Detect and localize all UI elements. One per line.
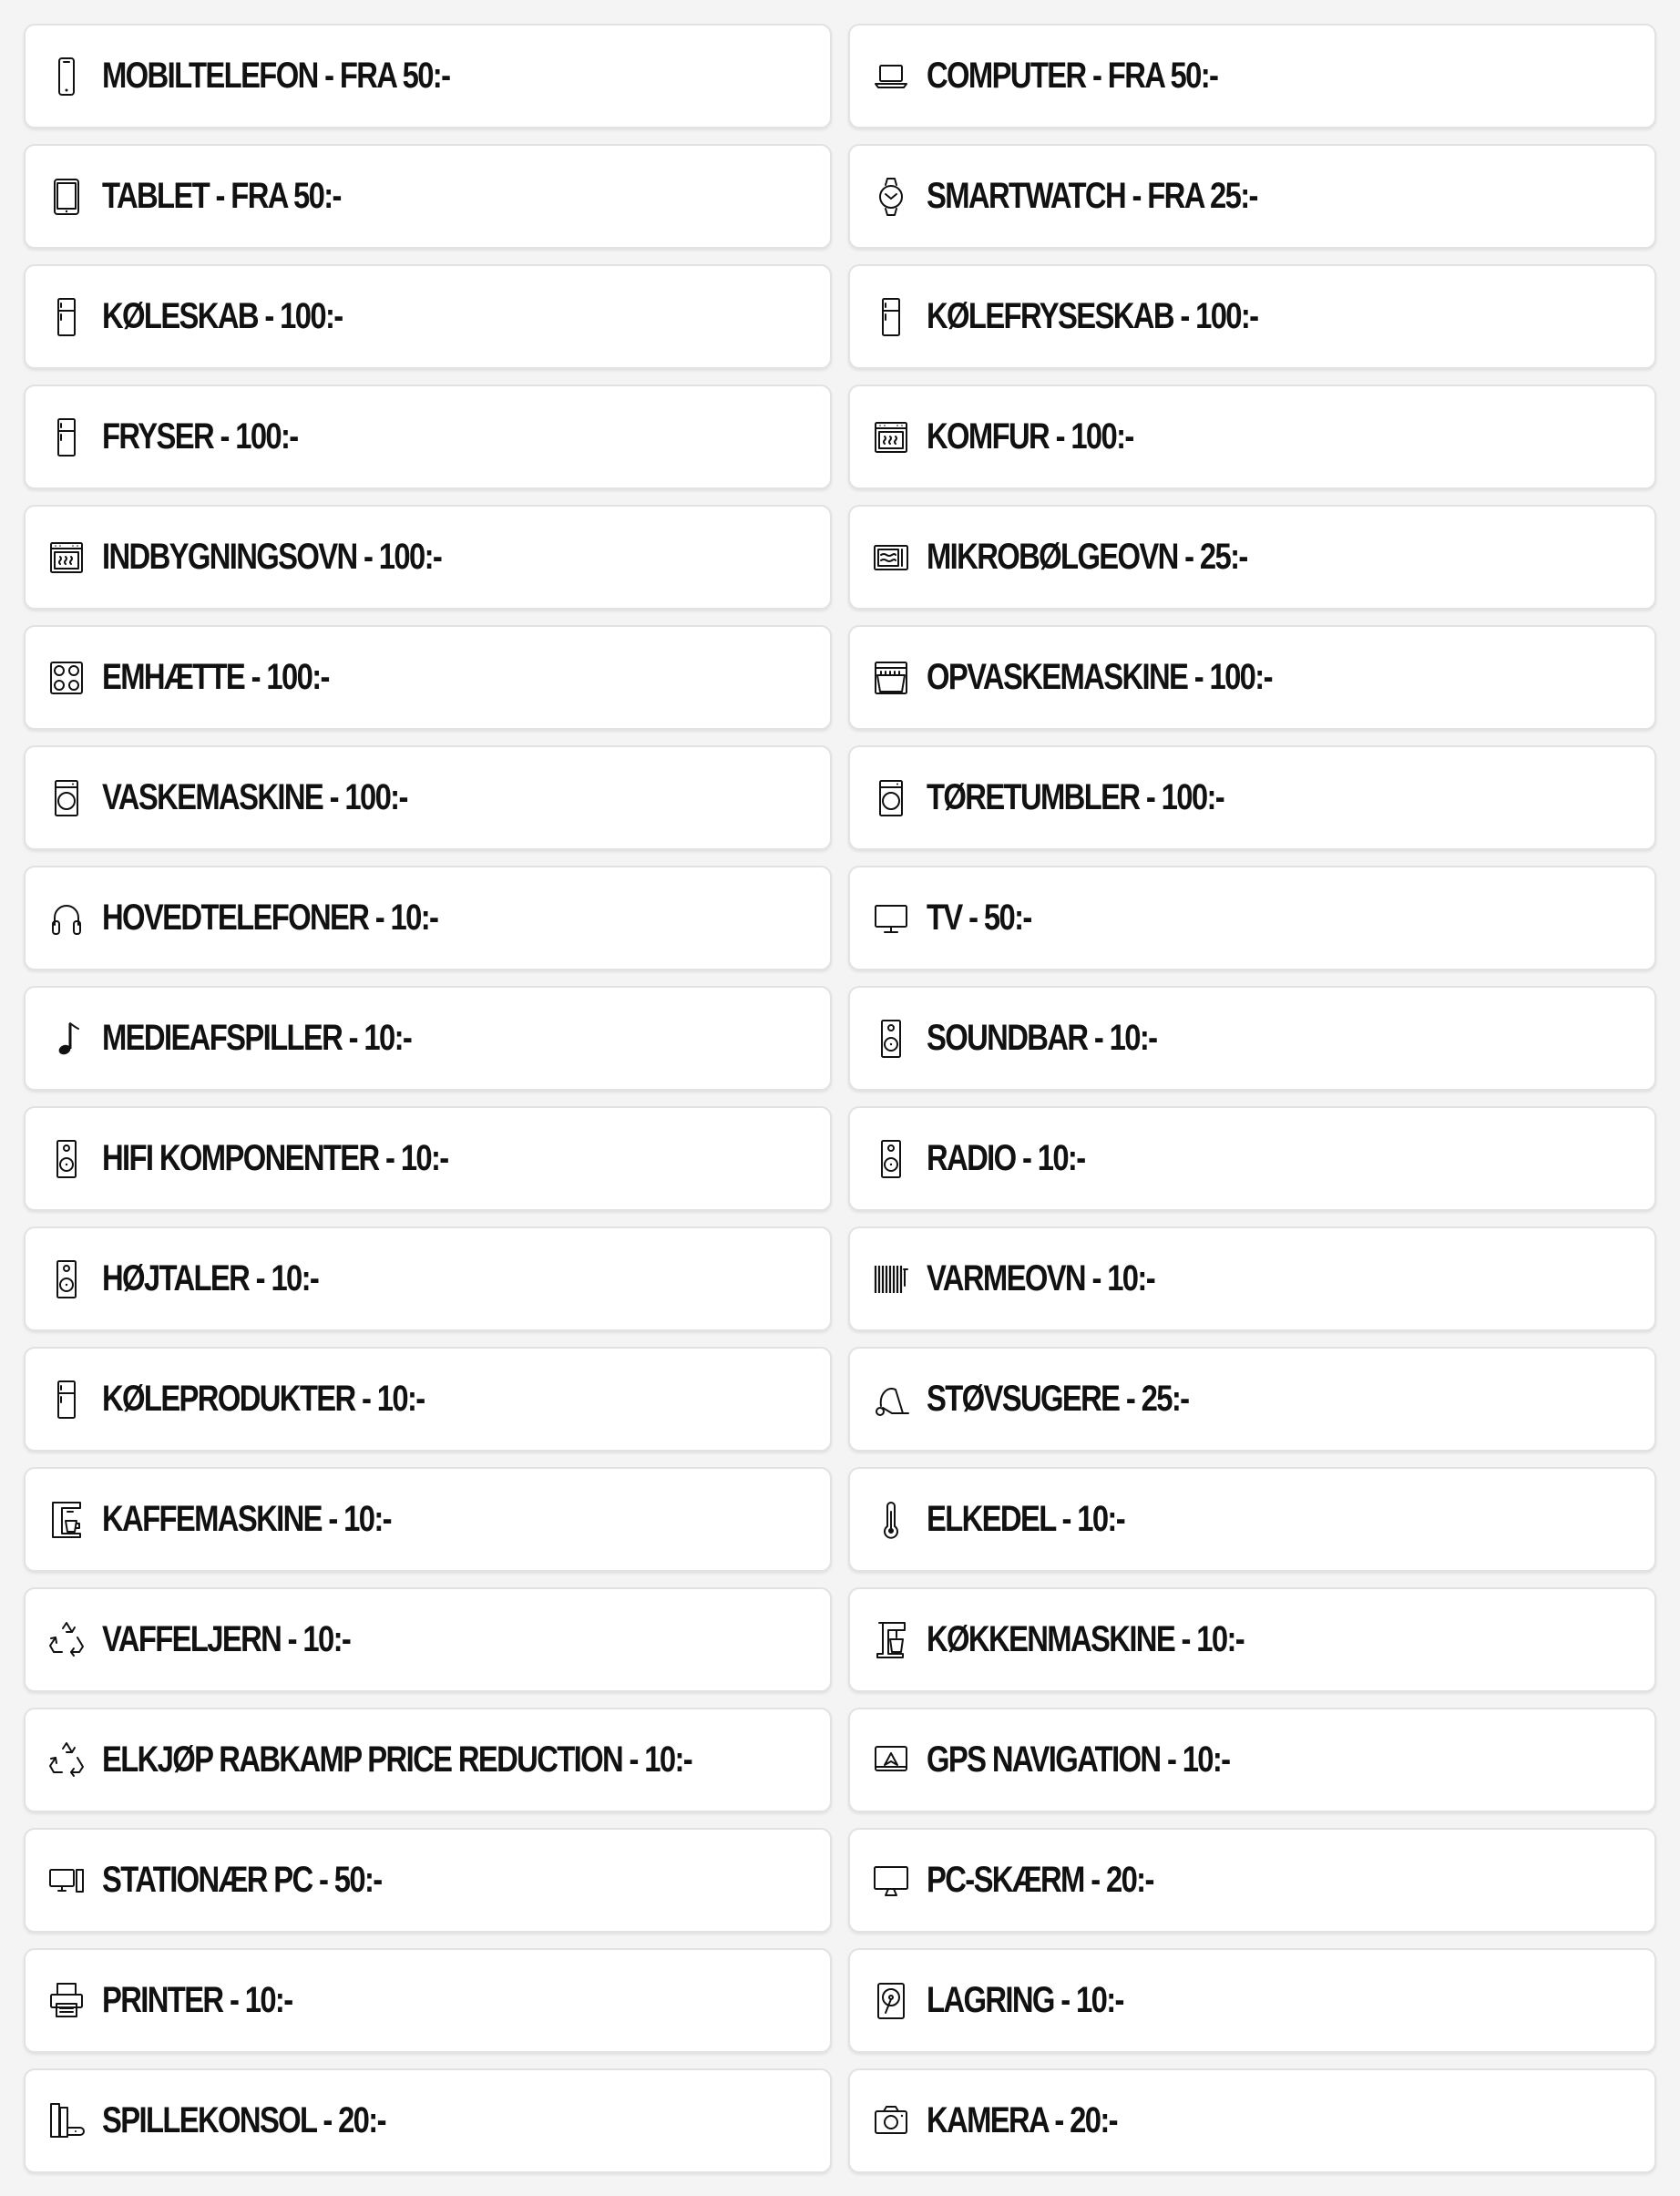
- category-card-kokkenmaskine[interactable]: [848, 1587, 1656, 1692]
- vacuum-cleaner-icon: [872, 1377, 910, 1422]
- category-card-soundbar[interactable]: [848, 986, 1656, 1091]
- tv-icon: [872, 896, 910, 941]
- category-card-vaskemaskine[interactable]: [24, 745, 832, 850]
- monitor-icon: [872, 1858, 910, 1904]
- category-card-smartwatch[interactable]: [848, 144, 1656, 249]
- category-label: KØLEPRODUKTER - 10:-: [102, 1379, 425, 1419]
- recycle-icon: [47, 1738, 86, 1783]
- fridge-icon: [47, 1377, 86, 1422]
- category-label: KØLESKAB - 100:-: [102, 296, 343, 336]
- radiator-icon: [872, 1257, 910, 1302]
- category-card-printer[interactable]: [24, 1948, 832, 2053]
- category-label: KAFFEMASKINE - 10:-: [102, 1499, 391, 1539]
- category-card-emhaette[interactable]: [24, 625, 832, 730]
- category-card-elkedel[interactable]: [848, 1467, 1656, 1572]
- category-label: PC-SKÆRM - 20:-: [927, 1860, 1153, 1900]
- gps-navigation-icon: [872, 1738, 910, 1783]
- category-label: COMPUTER - FRA 50:-: [927, 56, 1218, 96]
- speaker-icon: [872, 1136, 910, 1182]
- category-label: STØVSUGERE - 25:-: [927, 1379, 1189, 1419]
- category-card-medieafspiller[interactable]: [24, 986, 832, 1091]
- category-label: ELKEDEL - 10:-: [927, 1499, 1125, 1539]
- speaker-icon: [872, 1016, 910, 1062]
- category-label: SPILLEKONSOL - 20:-: [102, 2100, 385, 2140]
- fridge-icon: [47, 415, 86, 460]
- category-card-computer[interactable]: [848, 24, 1656, 128]
- category-label: ELKJØP RABKAMP PRICE REDUCTION - 10:-: [102, 1739, 692, 1780]
- category-label: PRINTER - 10:-: [102, 1980, 292, 2020]
- category-card-mikrobolgeovn[interactable]: [848, 505, 1656, 610]
- mobile-phone-icon: [47, 54, 86, 99]
- category-card-lagring[interactable]: [848, 1948, 1656, 2053]
- tablet-icon: [47, 174, 86, 220]
- category-card-kamera[interactable]: [848, 2068, 1656, 2173]
- category-card-kaffemaskine[interactable]: [24, 1467, 832, 1572]
- fridge-icon: [872, 294, 910, 340]
- category-card-hovedtelefoner[interactable]: [24, 866, 832, 970]
- category-label: TV - 50:-: [927, 898, 1031, 938]
- category-label: FRYSER - 100:-: [102, 416, 298, 457]
- category-label: MIKROBØLGEOVN - 25:-: [927, 537, 1247, 577]
- music-note-icon: [47, 1016, 86, 1062]
- category-label: INDBYGNINGSOVN - 100:-: [102, 537, 442, 577]
- category-card-fryser[interactable]: [24, 385, 832, 489]
- category-label: KØKKENMASKINE - 10:-: [927, 1619, 1245, 1659]
- category-label: MEDIEAFSPILLER - 10:-: [102, 1018, 412, 1058]
- camera-icon: [872, 2099, 910, 2144]
- category-card-opvaskemaskine[interactable]: [848, 625, 1656, 730]
- category-card-radio[interactable]: [848, 1106, 1656, 1211]
- cooktop-icon: [47, 655, 86, 701]
- headphones-icon: [47, 896, 86, 941]
- price-grid: [24, 24, 1656, 2173]
- smartwatch-icon: [872, 174, 910, 220]
- category-label: VARMEOVN - 10:-: [927, 1258, 1154, 1298]
- washing-machine-icon: [47, 775, 86, 821]
- category-label: TABLET - FRA 50:-: [102, 176, 341, 216]
- category-label: EMHÆTTE - 100:-: [102, 657, 329, 697]
- category-label: KAMERA - 20:-: [927, 2100, 1117, 2140]
- category-card-stovsugere[interactable]: [848, 1347, 1656, 1452]
- stand-mixer-icon: [872, 1617, 910, 1663]
- category-label: OPVASKEMASKINE - 100:-: [927, 657, 1272, 697]
- dishwasher-icon: [872, 655, 910, 701]
- hard-drive-icon: [872, 1978, 910, 2024]
- category-card-hojtaler[interactable]: [24, 1226, 832, 1331]
- microwave-icon: [872, 535, 910, 580]
- category-label: GPS NAVIGATION - 10:-: [927, 1739, 1230, 1780]
- game-console-icon: [47, 2099, 86, 2144]
- category-card-indbygningsovn[interactable]: [24, 505, 832, 610]
- category-card-tablet[interactable]: [24, 144, 832, 249]
- category-card-stationaer-pc[interactable]: [24, 1828, 832, 1933]
- oven-icon: [872, 415, 910, 460]
- category-card-varmeovn[interactable]: [848, 1226, 1656, 1331]
- category-card-toretumbler[interactable]: [848, 745, 1656, 850]
- category-card-vaffeljern[interactable]: [24, 1587, 832, 1692]
- fridge-icon: [47, 294, 86, 340]
- category-label: VAFFELJERN - 10:-: [102, 1619, 351, 1659]
- category-label: VASKEMASKINE - 100:-: [102, 777, 407, 817]
- category-label: HOVEDTELEFONER - 10:-: [102, 898, 438, 938]
- category-card-pc-skaerm[interactable]: [848, 1828, 1656, 1933]
- category-label: STATIONÆR PC - 50:-: [102, 1860, 382, 1900]
- category-label: RADIO - 10:-: [927, 1138, 1085, 1178]
- speaker-icon: [47, 1136, 86, 1182]
- thermometer-icon: [872, 1497, 910, 1543]
- category-card-tv[interactable]: [848, 866, 1656, 970]
- category-card-gps-navigation[interactable]: [848, 1708, 1656, 1812]
- recycle-icon: [47, 1617, 86, 1663]
- category-card-koleskab[interactable]: [24, 264, 832, 369]
- category-card-spillekonsol[interactable]: [24, 2068, 832, 2173]
- category-label: LAGRING - 10:-: [927, 1980, 1123, 2020]
- category-label: KØLEFRYSESKAB - 100:-: [927, 296, 1258, 336]
- category-label: MOBILTELEFON - FRA 50:-: [102, 56, 450, 96]
- category-label: TØRETUMBLER - 100:-: [927, 777, 1224, 817]
- category-label: HØJTALER - 10:-: [102, 1258, 319, 1298]
- category-card-elkjop-rabkamp-price-reduction[interactable]: [24, 1708, 832, 1812]
- category-card-komfur[interactable]: [848, 385, 1656, 489]
- printer-icon: [47, 1978, 86, 2024]
- coffee-machine-icon: [47, 1497, 86, 1543]
- category-label: KOMFUR - 100:-: [927, 416, 1133, 457]
- category-label: HIFI KOMPONENTER - 10:-: [102, 1138, 448, 1178]
- speaker-icon: [47, 1257, 86, 1302]
- category-label: SOUNDBAR - 10:-: [927, 1018, 1157, 1058]
- laptop-icon: [872, 54, 910, 99]
- category-card-kolefryseskab[interactable]: [848, 264, 1656, 369]
- category-card-hifi-komponenter[interactable]: [24, 1106, 832, 1211]
- category-card-koleprodukter[interactable]: [24, 1347, 832, 1452]
- oven-icon: [47, 535, 86, 580]
- desktop-pc-icon: [47, 1858, 86, 1904]
- washing-machine-icon: [872, 775, 910, 821]
- category-card-mobiltelefon[interactable]: [24, 24, 832, 128]
- category-label: SMARTWATCH - FRA 25:-: [927, 176, 1257, 216]
